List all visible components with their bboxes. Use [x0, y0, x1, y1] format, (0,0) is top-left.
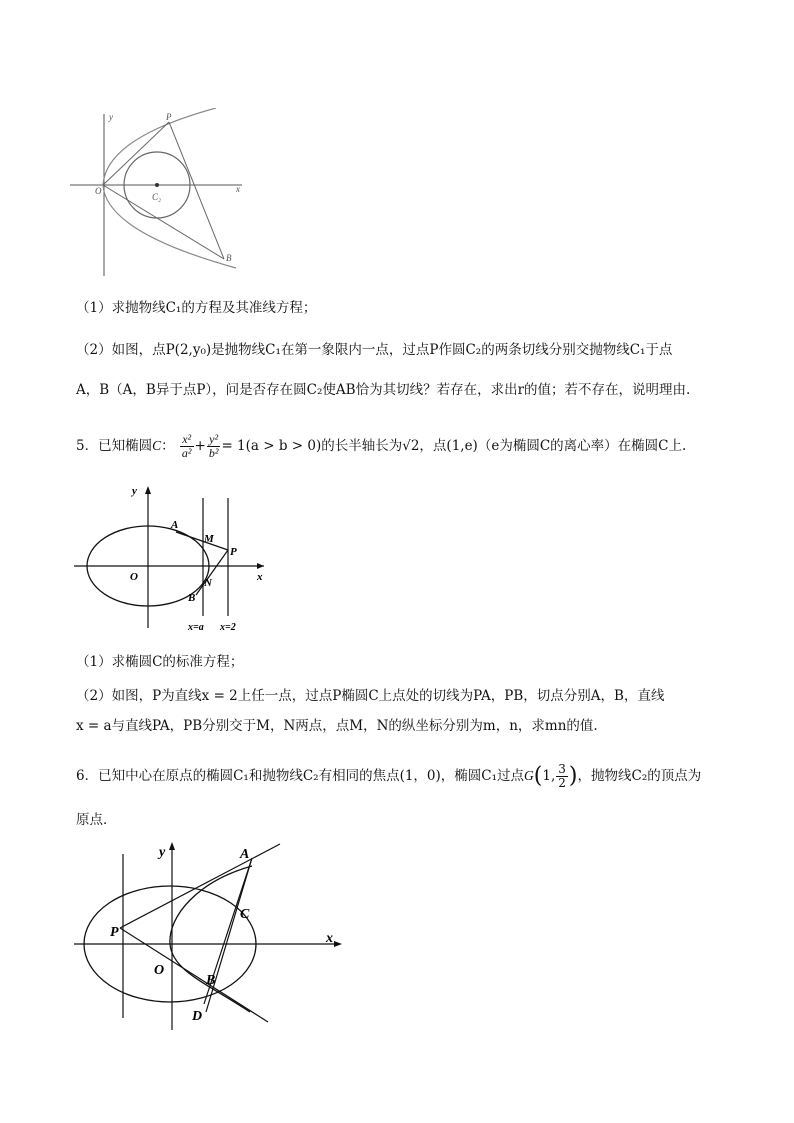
label-a: A: [171, 519, 179, 531]
label-y: y: [159, 845, 166, 860]
p5-stem-colon: ：: [161, 438, 175, 454]
line-ob: [103, 185, 224, 259]
parabola-c2: [170, 866, 252, 1012]
p6-frac: [556, 763, 568, 790]
p5-part2-line1: （2）如图，P为直线x = 2上任一点，过点P椭圆C上点处的切线为PA，PB，切点分别A，B，直线: [76, 688, 665, 704]
p6-stem-line1: [76, 754, 701, 798]
p6-stem-a: 6．已知中心在原点的椭圆C₁和抛物线C₂有相同的焦点(1，0)，椭圆C₁过点: [76, 768, 525, 784]
p5-frac1-den: a²: [181, 446, 192, 460]
p5-frac2-den: b²: [208, 446, 219, 460]
figure-ellipse-tangents: [72, 480, 272, 636]
p6-g-den: 2: [558, 776, 566, 790]
p6-stem-line2: 原点．: [76, 812, 117, 828]
tangent-pb: [196, 550, 228, 595]
label-m: M: [204, 533, 214, 545]
label-o: O: [130, 571, 138, 583]
p6-one: 1,: [542, 768, 556, 784]
label-x-eq-a: x=a: [188, 622, 204, 633]
p5-stem-b: = 1(a > b > 0)的长半轴长为√2，点(1,e)（e为椭圆C的离心率）在椭圆C上.: [221, 438, 687, 454]
label-b: B: [206, 973, 216, 988]
label-y: y: [109, 112, 113, 122]
line-pa-extended: [120, 844, 280, 928]
label-b: B: [226, 253, 232, 263]
p4-part1: （1）求抛物线C₁的方程及其准线方程；: [76, 300, 317, 316]
p5-frac-x: [180, 433, 194, 460]
label-x: x: [326, 931, 333, 946]
figure-ellipse-parabola: [68, 836, 348, 1032]
p6-g-num: 3: [558, 762, 566, 776]
label-a: A: [240, 847, 250, 862]
line-op: [103, 122, 169, 185]
p4-part2-line1: （2）如图，点P(2,y₀)是抛物线C₁在第一象限内一点，过点P作圆C₂的两条切线分别交抛物线C₁于点: [76, 342, 673, 358]
p5-plus: +: [194, 438, 206, 454]
y-arrow: [169, 842, 175, 850]
p5-stem: [76, 426, 686, 466]
parabola-c1: [103, 108, 236, 268]
p5-part1: （1）求椭圆C的标准方程；: [76, 654, 244, 670]
p5-stem-a: 5．已知椭圆: [76, 438, 153, 454]
figure-parabola-circle: [66, 108, 256, 280]
line-pd: [120, 928, 268, 1022]
y-arrow: [145, 486, 151, 494]
label-c: C: [240, 907, 250, 922]
label-o: O: [154, 963, 165, 978]
p5-frac1-num: x²: [180, 433, 194, 447]
p6-rparen: ): [568, 763, 578, 789]
p5-stem-c: C: [152, 438, 162, 453]
label-x: x: [257, 571, 263, 583]
center-c2-dot: [155, 183, 159, 187]
p6-stem-b: ，抛物线C₂的顶点为: [577, 768, 702, 784]
p5-frac2-num: y²: [207, 433, 221, 447]
p4-part2-line2: A，B（A，B异于点P），问是否存在圆C₂使AB恰为其切线？若存在，求出r的值；若不存在，说明理由.: [76, 382, 691, 398]
label-n: N: [204, 577, 212, 589]
label-x: x: [236, 184, 240, 194]
x-arrow: [257, 563, 264, 569]
p5-part2-line2: x = a与直线PA，PB分别交于M，N两点，点M，N的纵坐标分别为m，n，求mn的值.: [76, 718, 598, 734]
label-b: B: [188, 592, 196, 604]
line-ad: [206, 858, 252, 1012]
line-pb: [169, 122, 224, 259]
label-x-eq-2: x=2: [220, 622, 236, 633]
label-c2: C₂: [152, 192, 162, 202]
x-arrow: [334, 941, 342, 947]
p6-g: G: [524, 768, 534, 783]
label-o: O: [95, 186, 102, 196]
p6-lparen: (: [533, 763, 543, 789]
label-p: P: [166, 112, 172, 122]
label-p: P: [230, 546, 237, 558]
label-d: D: [192, 1009, 203, 1024]
label-p: P: [110, 925, 119, 940]
p5-frac-y: [207, 433, 221, 460]
label-y: y: [132, 485, 137, 497]
